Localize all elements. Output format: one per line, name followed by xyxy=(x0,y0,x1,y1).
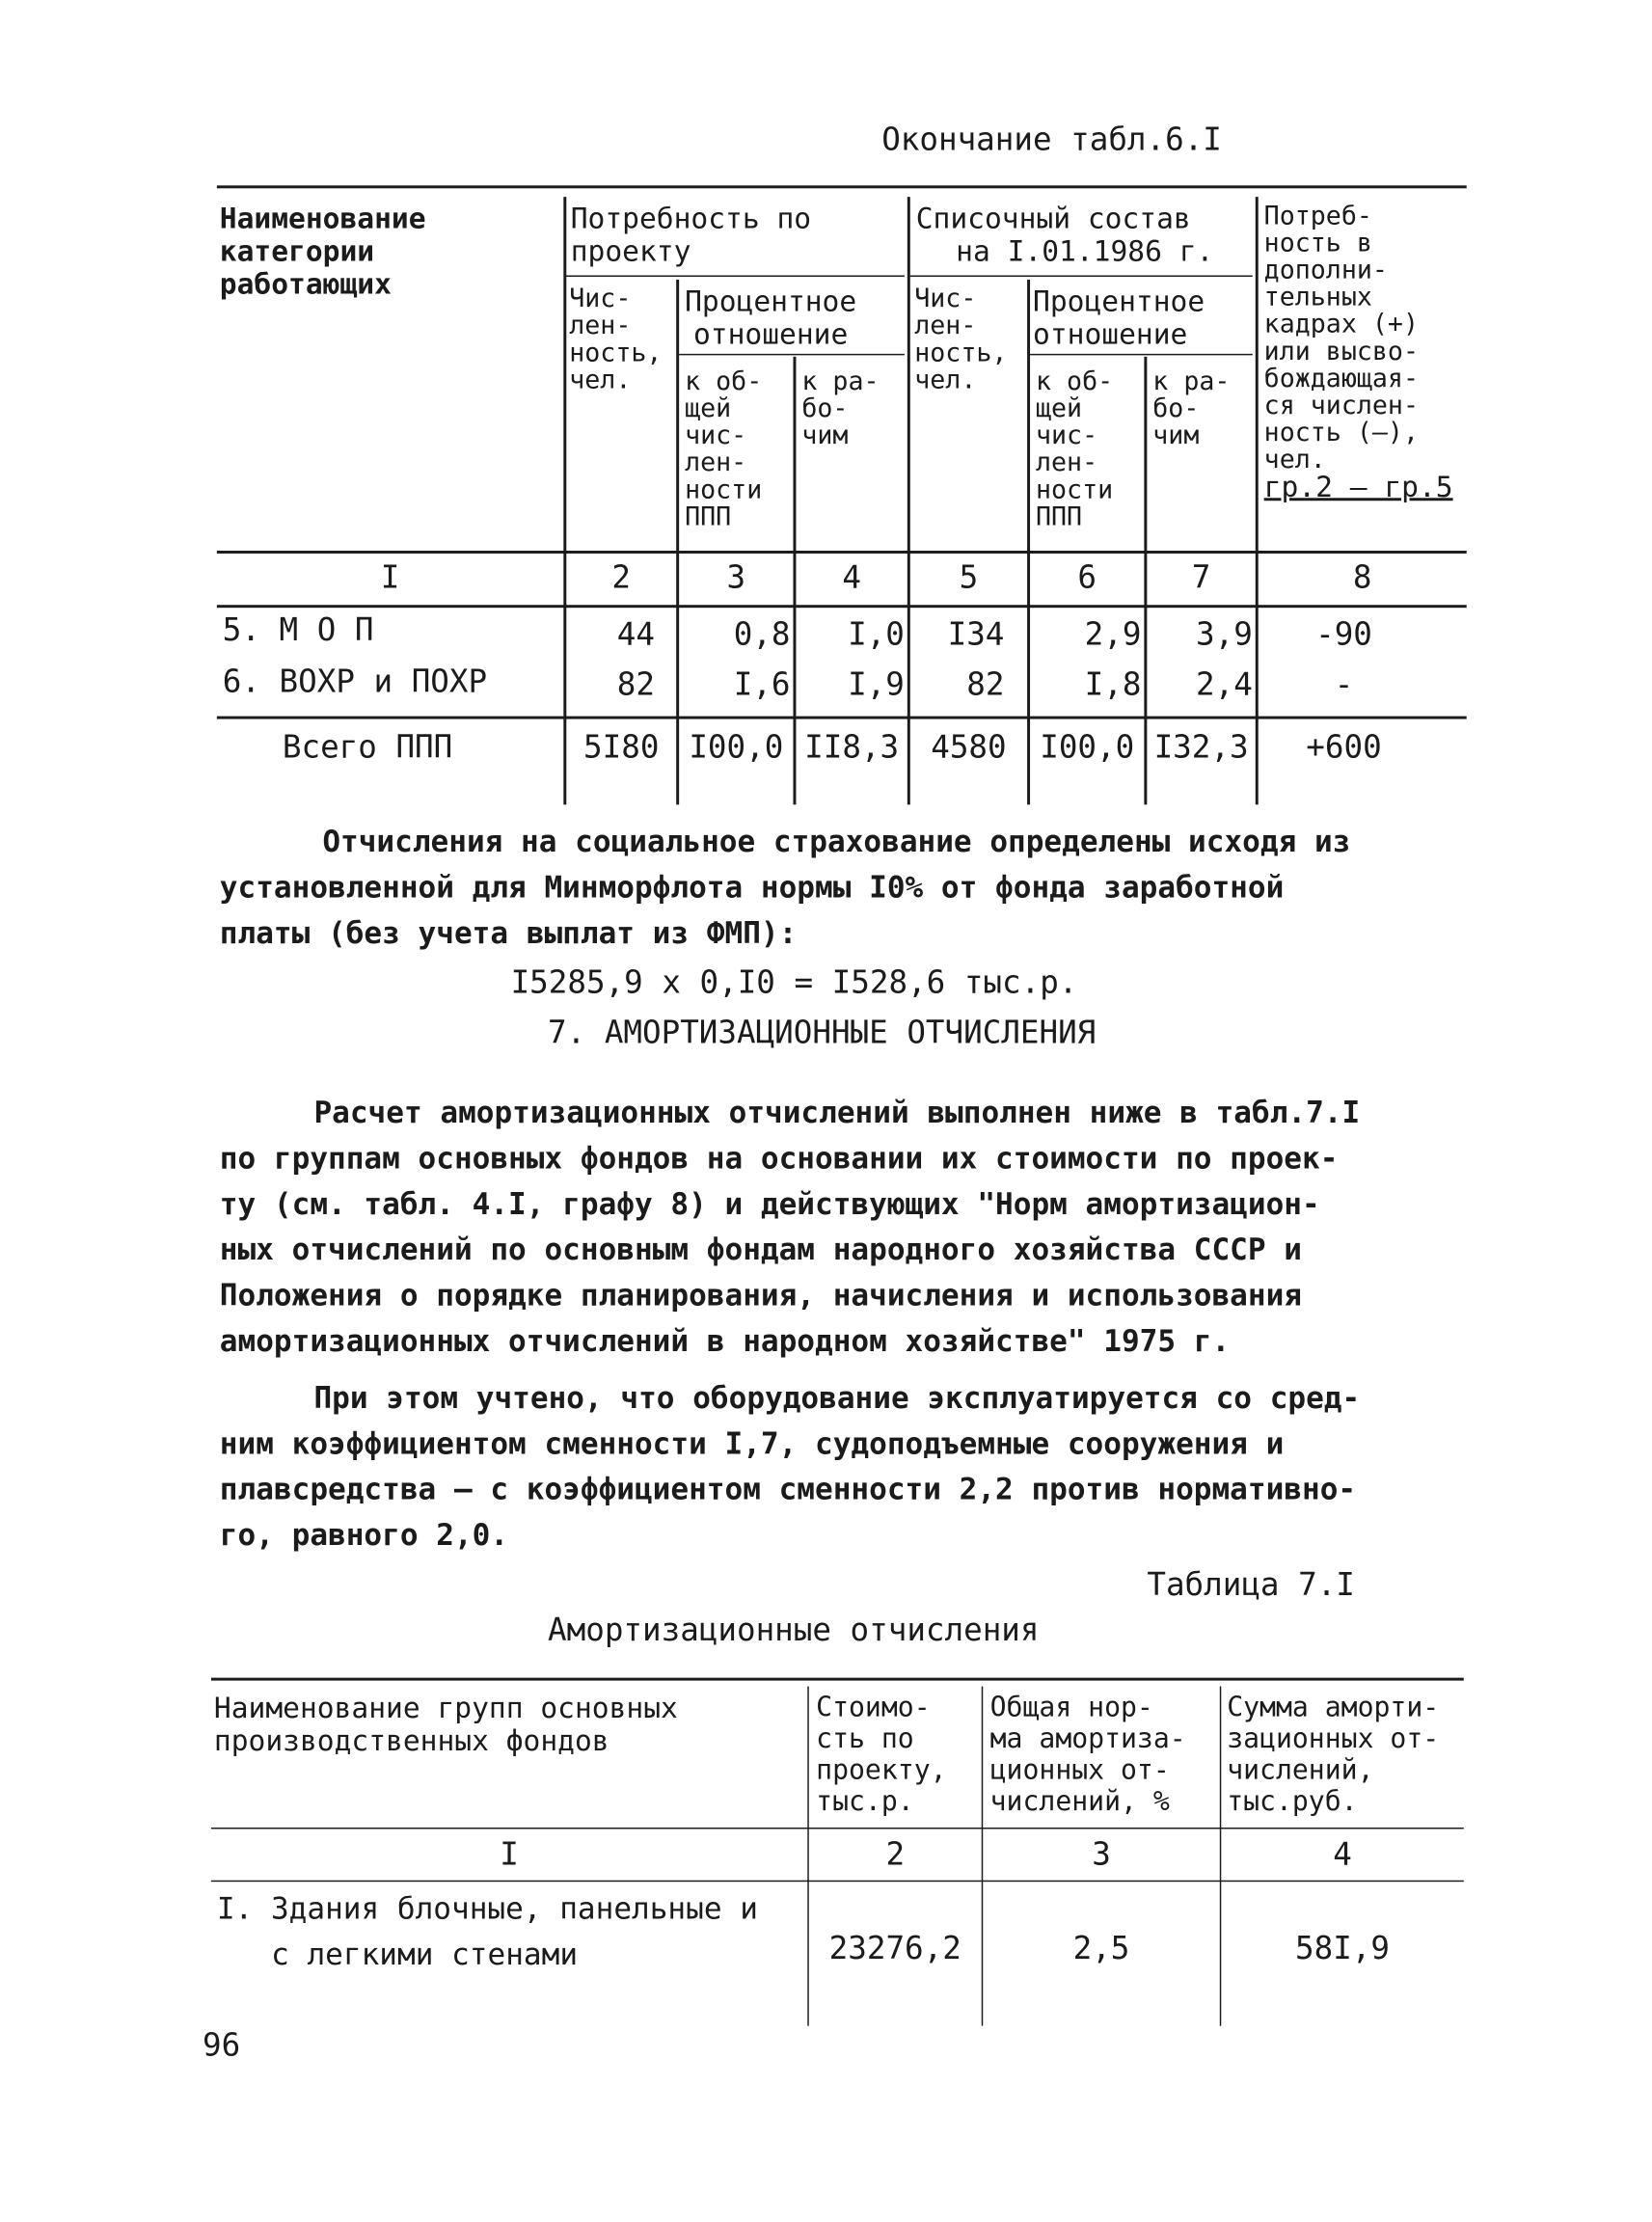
section-title: 7. АМОРТИЗАЦИОННЫЕ ОТЧИСЛЕНИЯ xyxy=(548,1016,1097,1052)
cell: I00,0 xyxy=(689,730,784,767)
header-count-staff: Чис- лен- ность, чел. xyxy=(914,284,1008,395)
table-7-1-label: Таблица 7.I xyxy=(1147,1567,1355,1604)
header-category: Наименование категории работающих xyxy=(219,201,426,302)
continuation-title: Окончание табл.6.I xyxy=(881,122,1222,159)
col-num: 7 xyxy=(1191,560,1211,597)
col-num: 8 xyxy=(1352,560,1372,597)
cell: 23276,2 xyxy=(828,1931,961,1967)
paragraph-shift-coefficient: При этом учтено, что оборудование эксплуатируется со сред- ним коэффициентом сменности I,7, судоподъемные сооружения и плавсредства – с коэффициентом сменности 2,2 против нормативно- го, равного 2,0. xyxy=(219,1380,1361,1553)
cell: 0,8 xyxy=(733,617,791,654)
header-additional-need: Потреб- ность в дополни- тельных кадрах (+) или высво- бождающая- ся числен- ность (–), чел. гр.2 – гр.5 xyxy=(1263,201,1453,504)
header-project-need: Потребность по проекту xyxy=(570,201,812,269)
paragraph-depreciation: Расчет амортизационных отчислений выполнен ниже в табл.7.I по группам основных фондов на основании их стоимости по проек- ту (см. табл. 4.I, графу 8) и действующих "Норм амортизацион- ных отчислений по основным фондам народного хозяйства СССР и Положения о порядке планирования, начисления и использования амортизационных отчислений в народном хозяйстве" 1975 г. xyxy=(219,1096,1361,1359)
page-number: 96 xyxy=(203,2028,241,2065)
cell: 2,4 xyxy=(1196,667,1253,704)
col-num: 5 xyxy=(959,560,979,597)
cell: I32,3 xyxy=(1153,730,1249,767)
cell: I34 xyxy=(947,617,1005,654)
header-fund-group: Наименование групп основных производственных фондов xyxy=(213,1690,678,1758)
table-7-1-title: Амортизационные отчисления xyxy=(548,1613,1040,1650)
header-pct-workers-project: к ра- бо- чим xyxy=(801,366,880,451)
col-num: 6 xyxy=(1077,560,1097,597)
header-sum: Сумма аморти- зационных от- числений, тыс.руб. xyxy=(1227,1692,1440,1818)
row-name: I. Здания блочные, панельные и с легкими стенами xyxy=(216,1891,758,1972)
cell: II8,3 xyxy=(804,730,900,767)
cell: 3,9 xyxy=(1196,617,1253,654)
header-norm: Общая нор- ма амортиза- ционных от- числений, % xyxy=(989,1692,1186,1818)
cell: I,0 xyxy=(848,617,905,654)
total-name: Всего ППП xyxy=(282,730,453,767)
cell: 44 xyxy=(616,617,655,654)
header-percent-project: Процентное отношение xyxy=(685,284,857,351)
cell: -90 xyxy=(1315,617,1372,654)
col-num: I xyxy=(500,1837,519,1874)
row-name: 5. М О П xyxy=(222,613,374,650)
col-num: 4 xyxy=(842,560,861,597)
cell: +600 xyxy=(1306,730,1382,767)
cell: 82 xyxy=(616,667,655,704)
col-num: 4 xyxy=(1333,1837,1352,1874)
header-pct-total-staff: к об- щей чис- лен- ности ППП xyxy=(1035,366,1114,532)
col-num: 2 xyxy=(885,1837,906,1874)
cell: - xyxy=(1334,667,1354,704)
formula: I5285,9 x 0,I0 = I528,6 тыс.р. xyxy=(510,965,1078,1002)
cell: I,6 xyxy=(733,667,791,704)
cell: 2,5 xyxy=(1072,1931,1130,1967)
header-percent-staff: Процентное отношение xyxy=(1033,284,1205,351)
col-num: I xyxy=(380,560,400,597)
cell: 5I80 xyxy=(583,730,660,767)
header-count-project: Чис- лен- ность, чел. xyxy=(569,284,663,395)
cell: 2,9 xyxy=(1084,617,1142,654)
paragraph-social-insurance: Отчисления на социальное страхование определены исходя из установленной для Минморфлота нормы I0% от фонда заработной платы (без учета выплат из ФМП): xyxy=(219,825,1351,951)
col-num: 3 xyxy=(726,560,746,597)
header-pct-total-project: к об- щей чис- лен- ности ППП xyxy=(685,366,763,532)
header-staff-list: Списочный состав на I.01.1986 г. xyxy=(915,201,1214,269)
cell: 58I,9 xyxy=(1295,1931,1390,1967)
header-cost: Стоимо- сть по проекту, тыс.р. xyxy=(816,1692,947,1818)
cell: 82 xyxy=(966,667,1005,704)
cell: I,8 xyxy=(1084,667,1142,704)
col-num: 2 xyxy=(611,560,632,597)
cell: 4580 xyxy=(931,730,1007,767)
cell: I,9 xyxy=(848,667,905,704)
cell: I00,0 xyxy=(1040,730,1135,767)
col-num: 3 xyxy=(1092,1837,1111,1874)
row-name: 6. ВОХР и ПОХР xyxy=(222,664,488,701)
header-pct-workers-staff: к ра- бо- чим xyxy=(1152,366,1231,451)
